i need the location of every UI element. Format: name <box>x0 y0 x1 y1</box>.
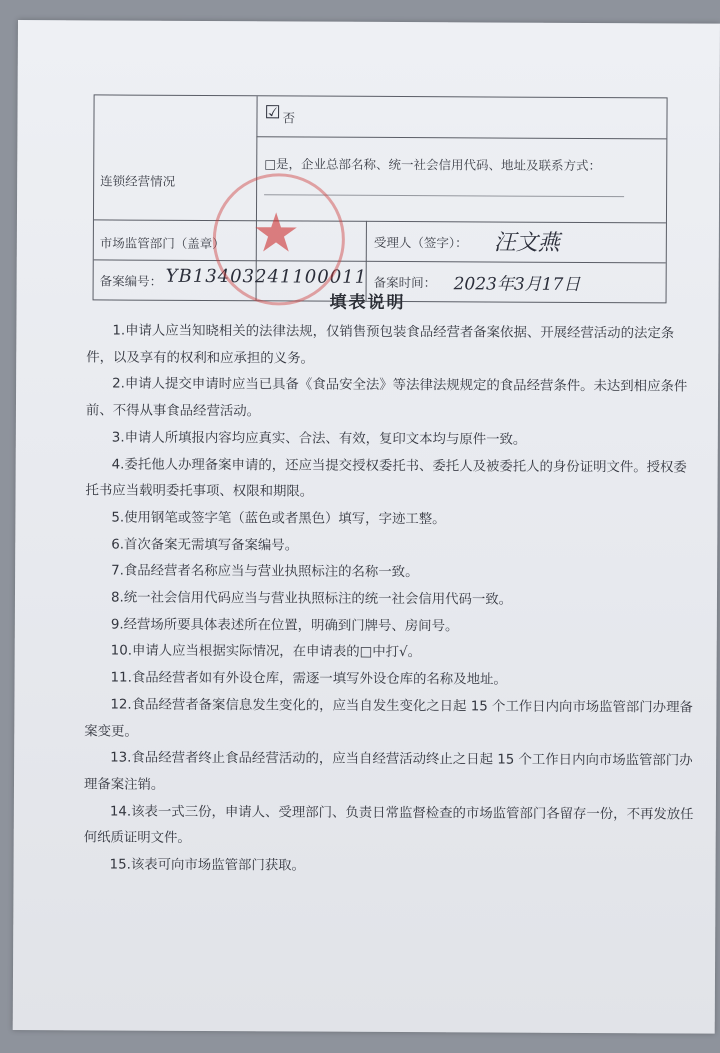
instruction-item: 2.申请人提交申请时应当已具备《食品安全法》等法律法规规定的食品经营条件。未达到相应条件前、不得从事食品经营活动。 <box>85 376 688 420</box>
acceptor-signature: 汪文燕 <box>493 230 560 256</box>
instruction-item: 13.食品经营者终止食品经营活动的，应当自经营活动终止之日起 15 个工作日内向市场监管部门办理备案注销。 <box>83 750 693 793</box>
instruction-item: 8.统一社会信用代码应当与营业执照标注的统一社会信用代码一致。 <box>110 590 513 608</box>
instruction-item: 1.申请人应当知晓相关的法律法规，仅销售预包装食品经营者备案依据、开展经营活动的法定条件，以及享有的权利和应承担的义务。 <box>86 323 675 367</box>
check-mark-icon: ☑ <box>264 102 281 124</box>
yes-option-label: □是，企业总部名称、统一社会信用代码、地址及联系方式： <box>264 156 602 174</box>
seal-star-icon: ★ <box>251 201 301 265</box>
table-divider <box>94 259 666 263</box>
instruction-item: 14.该表一式三份，申请人、受理部门、负责日常监督检查的市场监管部门各留存一份，不再发放任何纸质证明文件。 <box>83 804 694 847</box>
instruction-item: 6.首次备案无需填写备案编号。 <box>111 537 299 554</box>
instruction-item: 11.食品经营者如有外设仓库，需逐一填写外设仓库的名称及地址。 <box>110 670 507 688</box>
instruction-item: 10.申请人应当根据实际情况，在申请表的□中打√。 <box>110 643 422 661</box>
no-option-label: 否 <box>282 110 296 126</box>
instruction-item: 15.该表可向市场监管部门获取。 <box>109 857 305 874</box>
instruction-item: 9.经营场所要具体表述所在位置，明确到门牌号、房间号。 <box>110 617 459 635</box>
table-divider <box>94 219 666 223</box>
supervision-dept-label: 市场监管部门（盖章） <box>99 235 225 252</box>
table-divider <box>256 136 666 139</box>
instruction-item: 5.使用钢笔或签字笔（蓝色或者黑色）填写，字迹工整。 <box>111 510 446 528</box>
record-number-label: 备案编号： <box>99 273 163 289</box>
record-number-value: YB13403241100011 <box>165 265 368 288</box>
instructions-title: 填表说明 <box>329 292 406 314</box>
acceptor-label: 受理人（签字）： <box>373 234 468 251</box>
chain-operation-label: 连锁经营情况 <box>100 173 176 189</box>
instruction-item: 7.食品经营者名称应当与营业执照标注的名称一致。 <box>111 563 419 581</box>
instruction-item: 12.食品经营者备案信息发生变化的，应当自发生变化之日起 15 个工作日内向市场监管部门办理备案变更。 <box>84 697 693 740</box>
registration-table <box>93 94 668 303</box>
official-seal-icon <box>213 173 346 306</box>
record-time-value: 2023年3月17日 <box>453 274 581 295</box>
record-time-label: 备案时间： <box>373 274 437 291</box>
instructions-list <box>84 318 697 882</box>
form-paper <box>13 20 720 1034</box>
instruction-item: 4.委托他人办理备案申请的，还应当提交授权委托书、委托人及被委托人的身份证明文件。授权委托书应当载明委托事项、权限和期限。 <box>85 457 687 500</box>
instruction-item: 3.申请人所填报内容均应真实、合法、有效，复印文本均与原件一致。 <box>111 430 527 448</box>
